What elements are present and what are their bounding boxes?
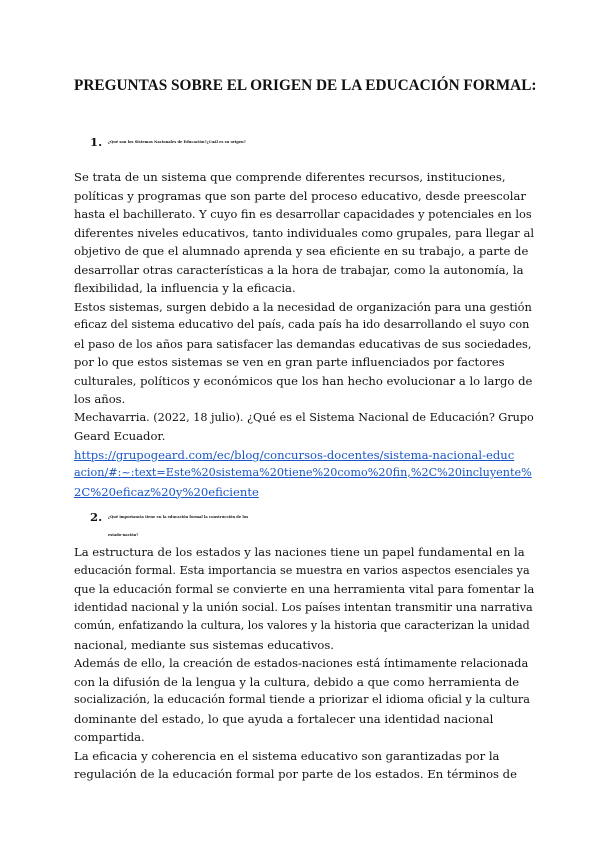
answer-2-line: que la educación formal se convierte en una herramienta vital para fomentar la	[74, 582, 535, 596]
answer-2-line: educación formal. Esta importancia se muestra en varios aspectos esenciales ya	[74, 563, 530, 577]
reference-link[interactable]: https://grupogeard.com/ec/blog/concursos-docentes/sistema-nacional-educ	[74, 447, 515, 462]
answer-1-line: los años.	[74, 392, 126, 406]
answer-1-line: Estos sistemas, surgen debido a la necesidad de organización para una gestión	[74, 299, 532, 314]
question-2-number: 2.	[90, 510, 103, 524]
answer-1-line: Se trata de un sistema que comprende diferentes recursos, instituciones,	[74, 170, 506, 184]
answer-1-line: eficaz del sistema educativo del país, cada país ha ido desarrollando el suyo con	[74, 318, 530, 331]
question-2-text-line-2: estado-nación?	[108, 533, 139, 537]
answer-1-line: flexibilidad, la influencia y la eficacia.	[74, 281, 296, 295]
answer-2-line: común, enfatizando la cultura, los valores y la historia que caracterizan la unidad	[74, 619, 530, 632]
answer-1-body	[74, 168, 534, 501]
reference-link[interactable]: 2C%20eficaz%20y%20eficiente	[74, 484, 259, 499]
answer-2-line: La eficacia y coherencia en el sistema educativo son garantizadas por la	[74, 748, 500, 763]
page-title: PREGUNTAS SOBRE EL ORIGEN DE LA EDUCACIÓN FORMAL:	[74, 77, 537, 94]
answer-1-line: desarrollar otras características a la hora de trabajar, como la autonomía, la	[74, 262, 524, 277]
question-1-heading	[90, 133, 540, 151]
answer-2-line: regulación de la educación formal por parte de los estados. En términos de	[74, 767, 517, 781]
answer-2-line: socialización, la educación formal tiende a priorizar el idioma oficial y la cultura	[74, 693, 530, 706]
answer-2-line: compartida.	[74, 730, 145, 744]
question-2-text-line-1: ¿Qué importancia tiene en la educación formal la construcción de los	[108, 515, 249, 519]
answer-1-line: el paso de los años para satisfacer las demandas educativas de sus sociedades,	[74, 336, 532, 351]
citation-line: Mechavarria. (2022, 18 julio). ¿Qué es el Sistema Nacional de Educación? Grupo	[74, 410, 534, 424]
answer-1-line: por lo que estos sistemas se ven en gran parte influenciados por factores	[74, 355, 505, 369]
answer-2-line: nacional, mediante sus sistemas educativos.	[74, 637, 334, 652]
citation-line: Geard Ecuador.	[74, 429, 166, 443]
question-2-heading	[90, 508, 540, 544]
question-1-text: ¿Qué son los Sistemas Nacionales de Educación?¿Cuál es su origen?	[108, 140, 246, 144]
answer-2-body	[74, 543, 534, 784]
answer-1-line: diferentes niveles educativos, tanto individuales como grupales, para llegar al	[74, 225, 535, 240]
question-1-number: 1.	[90, 135, 103, 149]
answer-1-line: políticas y programas que son parte del proceso educativo, desde preescolar	[74, 188, 526, 203]
reference-link[interactable]: acion/#:~:text=Este%20sistema%20tiene%20como%20fin,%2C%20incluyente%	[74, 466, 532, 479]
answer-2-line: La estructura de los estados y las naciones tiene un papel fundamental en la	[74, 545, 525, 559]
answer-1-line: hasta el bachillerato. Y cuyo fin es desarrollar capacidades y potenciales en los	[74, 207, 532, 221]
answer-1-line: culturales, políticos y económicos que los han hecho evolucionar a lo largo de	[74, 373, 533, 388]
answer-2-line: dominante del estado, lo que ayuda a fortalecer una identidad nacional	[74, 711, 494, 726]
answer-2-line: con la difusión de la lengua y la cultura, debido a que como herramienta de	[74, 674, 520, 689]
answer-1-line: objetivo de que el alumnado aprenda y sea eficiente en su trabajo, a parte de	[74, 244, 529, 258]
answer-2-line: Además de ello, la creación de estados-naciones está íntimamente relacionada	[74, 656, 529, 670]
answer-2-line: identidad nacional y la unión social. Los países intentan transmitir una narrativa	[74, 600, 533, 614]
